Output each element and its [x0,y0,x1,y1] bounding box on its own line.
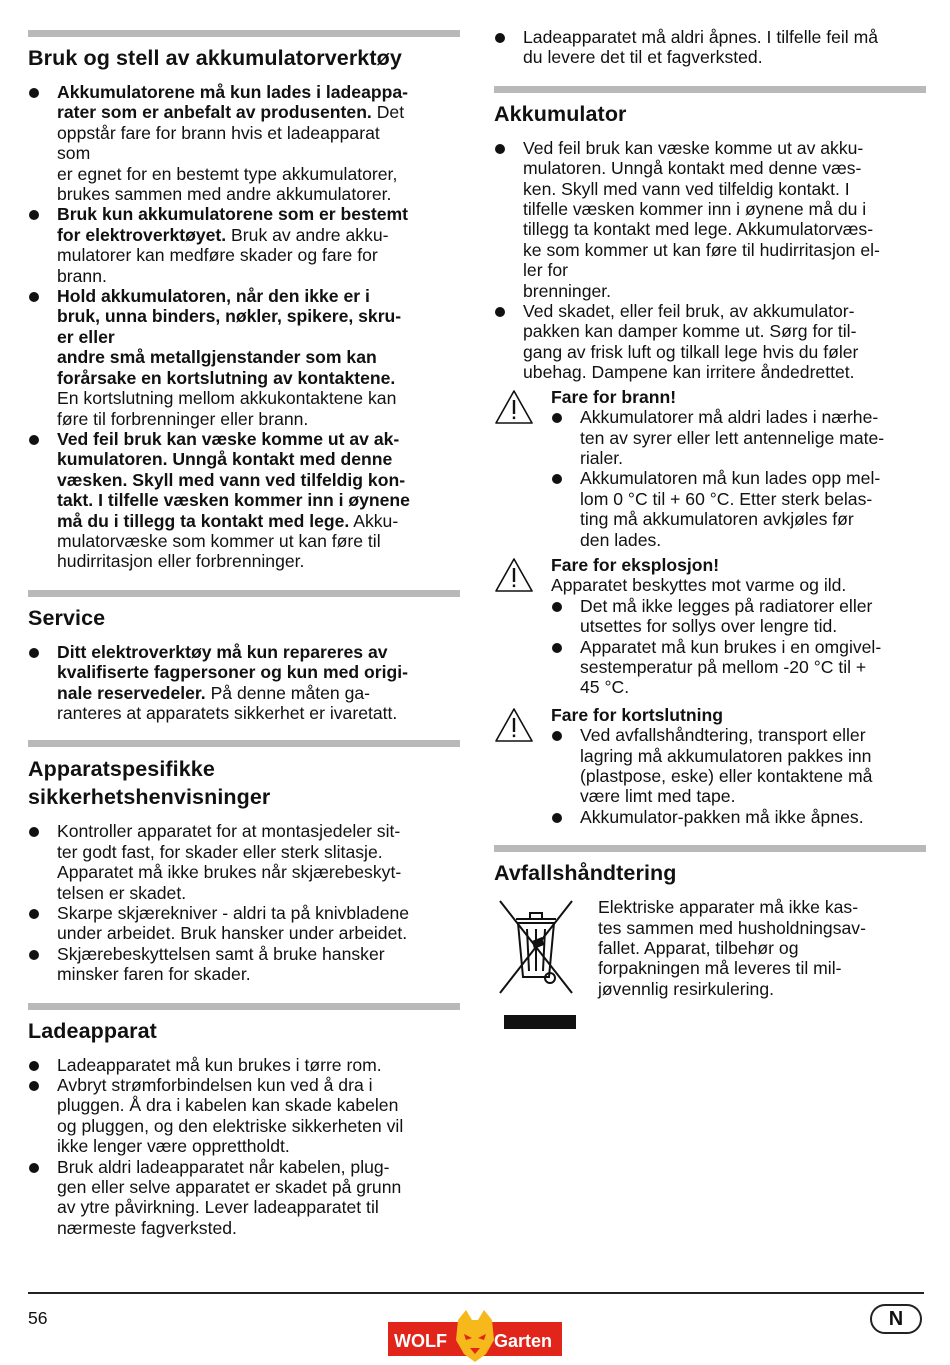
crossed-out-wheelie-bin-icon [494,897,578,1029]
list-item: Skjærebeskyttelsen samt å bruke hansker minsker faren for skader. [28,944,460,985]
section-title-charger: Ladeapparat [28,1018,157,1043]
bold-text: Ved feil bruk kan væske komme ut av ak- kumulatoren. Unngå kontakt med denne væsken. Skyll med vann ved tilfeldig kon- takt. I tilfelle væsken kommer inn i øynene må du i tillegg ta kontakt med lege. [57,428,410,531]
list-item: Ved avfallshåndtering, transport eller lagring må akkumulatoren pakkes inn (plastpose, eske) eller kontaktene må være limt med tape. [551,725,926,807]
list-item: Apparatet må kun brukes i en omgivel- sestemperatur på mellom -20 °C til + 45 °C. [551,637,926,698]
list-item: Kontroller apparatet for at montasjedeler sit- ter godt fast, for skader eller sterk slitasje. Apparatet må ikke brukes når skjærebeskyt- telsen er skadet. [28,821,460,903]
battery-tools-list [28,82,460,572]
warning-fire [494,387,926,550]
warning-triangle-icon [494,557,534,593]
device-safety-list [28,821,460,984]
section-title-service: Service [28,605,106,630]
section-title-battery: Akkumulator [494,101,627,126]
section-divider [28,740,460,747]
section-title-disposal: Avfallshåndtering [494,861,677,886]
list-item: Bruk aldri ladeapparatet når kabelen, plug- gen eller selve apparatet er skadet på grunn av ytre påvirkning. Lever ladeapparatet til nærmeste fagverksted. [28,1157,460,1239]
body-text: En kortslutning mellom akkukontaktene kan føre til forbrenninger eller brann. [57,388,397,429]
body-text: Det oppstår fare for brann hvis et ladeapparat som er egnet for en bestemt type akkumulatorer, brukes sammen med andre akkumulatorer. [57,102,405,205]
list-item [28,286,460,429]
bold-text: Ditt elektroverktøy må kun repareres av kvalifiserte fagpersoner og kun med origi- nale reservedeler. [57,641,408,703]
section-title-device-safety: Apparatspesifikke sikkerhetshenvisninger [28,757,271,810]
list-item: Ladeapparatet må aldri åpnes. I tilfelle feil må du levere det til et fagverksted. [494,27,926,68]
bold-text: Akkumulatorene må kun lades i ladeappa- rater som er anbefalt av produsenten. [57,82,409,123]
section-divider [28,30,460,37]
logo-text-wolf: WOLF [394,1331,447,1351]
warning-list [551,596,926,698]
section-divider [494,86,926,93]
warning-triangle-icon [494,707,534,743]
bold-text: Bruk kun akkumulatorene som er bestemt for elektroverktøyet. [57,204,409,245]
warning-list [551,725,926,827]
left-column [28,0,460,1238]
warning-triangle-icon [494,389,534,425]
section-divider [28,1003,460,1010]
bold-text: Hold akkumulatoren, når den ikke er i bruk, unna binders, nøkler, spikere, skru- er eller andre små metallgjenstander som kan forårsake en kortslutning av kontaktene. [57,286,402,388]
section-divider [494,845,926,852]
list-item [28,204,460,286]
list-item: Akkumulatoren må kun lades opp mel- lom 0 °C til + 60 °C. Etter sterk belas- ting må akkumulatoren avkjøles før den lades. [551,468,926,550]
warning-title: Fare for brann! [551,386,677,407]
warning-text: Apparatet beskyttes mot varme og ild. [551,575,847,596]
right-column [494,0,926,999]
list-item [28,82,460,204]
list-item: Ved feil bruk kan væske komme ut av akku- mulatoren. Unngå kontakt med denne væs- ken. Skyll med vann ved tilfeldig kontakt. I tilfelle væsken kommer inn i øynene må du i tillegg ta kontakt med lege. Akkumulatorvæs- ke som kommer ut kan føre til hudirritasjon el- ler for brenninger. [494,138,926,301]
list-item: Det må ikke legges på radiatorer eller utsettes for sollys over lengre tid. [551,596,926,637]
list-item: Skarpe skjærekniver - aldri ta på knivbladene under arbeidet. Bruk hansker under arbeidet. [28,903,460,944]
section-title-battery-tools: Bruk og stell av akkumulatorverktøy [28,46,402,70]
list-item: Ved skadet, eller feil bruk, av akkumulator- pakken kan damper komme ut. Sørg for til- gang av frisk luft og tilkall lege hvis du føler ubehag. Dampene kan irritere åndedrettet. [494,301,926,383]
warning-short-circuit [494,705,926,827]
disposal-text: Elektriske apparater må ikke kas- tes sammen med husholdningsav- fallet. Apparat, tilbehør og forpakningen må leveres til mil- jøvennlig resirkulering. [598,897,866,999]
list-item [28,429,460,572]
list-item: Akkumulatorer må aldri lades i nærhe- ten av syrer eller lett antennelige mate- rialer. [551,407,926,468]
language-badge: N [870,1304,922,1334]
logo-text-garten: Garten [494,1331,553,1351]
body-text: På denne måten ga- ranteres at apparatets sikkerhet er ivaretatt. [57,682,398,723]
warning-list [551,407,926,550]
battery-list [494,138,926,383]
footer-divider [28,1292,924,1294]
section-divider [28,590,460,597]
list-item: Ladeapparatet må kun brukes i tørre rom. [28,1055,460,1075]
list-item [28,642,460,724]
charger-list [28,1055,460,1239]
page-number: 56 [28,1308,48,1328]
disposal-block [494,897,926,999]
list-item: Avbryt strømforbindelsen kun ved å dra i pluggen. Å dra i kabelen kan skade kabelen og pluggen, og den elektriske sikkerheten vil ikke lenger være opprettholdt. [28,1075,460,1157]
warning-title: Fare for eksplosjon! [551,554,720,575]
body-text: Bruk av andre akku- mulatorer kan medføre skader og fare for brann. [57,224,389,286]
charger-continued-list [494,27,926,68]
service-list [28,642,460,724]
warning-title: Fare for kortslutning [551,704,724,725]
warning-explosion [494,555,926,698]
list-item: Akkumulator-pakken må ikke åpnes. [551,807,926,827]
wolf-garten-logo [388,1310,562,1364]
body-text: Akku- mulatorvæske som kommer ut kan føre til hudirritasjon eller forbrenninger. [57,510,399,572]
